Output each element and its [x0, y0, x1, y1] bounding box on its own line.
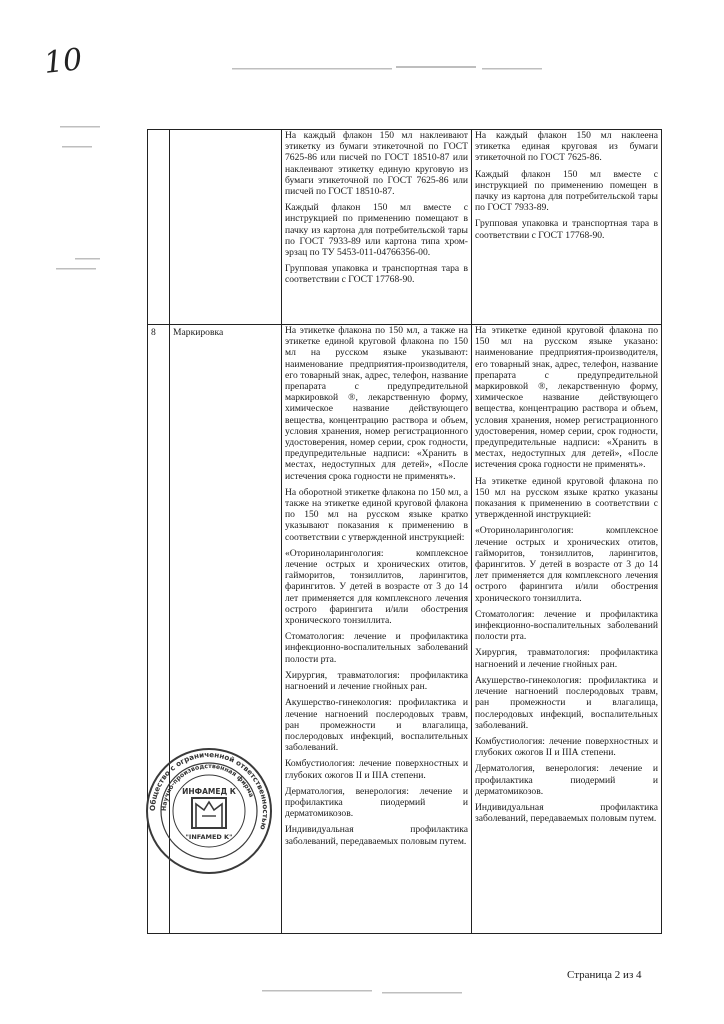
new-text-cell [472, 130, 662, 325]
paragraph: Комбустиология: лечение поверхностных и глубоких ожогов II и IIIА степени. [285, 758, 468, 781]
paragraph: На этикетке флакона по 150 мл, а также на этикетке единой круговой флакона по 150 мл на русском языке указывают: наименование предприятия-производителя, его товарный знак, адрес, телефон, название препарата с предупредительной маркировкой ®, лекарственную форму, химическое название действующего вещества, концентрацию раствора и объем, условия хранения, номер регистрационного удостоверения, номер серии, срок годности, предупредительные надписи: «Хранить в местах, недоступных для детей», «После истечения срока годности не применять». [285, 325, 468, 482]
page-footer: Страница 2 из 4 [567, 969, 642, 981]
paragraph: На этикетке единой круговой флакона по 150 мл на русском языке кратко указаны показания к применению в соответствии с утвержденной инструкцией: [475, 475, 658, 521]
paragraph: Дерматология, венерология: лечение и профилактика пиодермий и дерматомикозов. [475, 763, 658, 797]
paragraph: На каждый флакон 150 мл наклеена этикетка единая круговая из бумаги этикеточной по ГОСТ 7625-86. [475, 130, 658, 164]
paragraph: Комбустиология: лечение поверхностных и глубоких ожогов II и IIIА степени. [475, 735, 658, 759]
paragraph: Дерматология, венерология: лечение и профилактика пиодермий и дерматомикозов. [285, 785, 468, 820]
stamp-outer-text: Общество с ограниченной ответственностью [147, 749, 271, 831]
company-seal-stamp [144, 746, 274, 876]
paragraph: Индивидуальная профилактика заболеваний, передаваемых половым путем. [475, 801, 658, 825]
row-name: Маркировка [170, 325, 282, 934]
handwritten-page-number: 10 [42, 42, 84, 81]
paragraph: Хирургия, травматология: профилактика нагноений и лечение гнойных ран. [475, 647, 658, 670]
row-number: 8 [148, 325, 170, 934]
paragraph: Хирургия, травматология: профилактика нагноений и лечение гнойных ран. [285, 669, 468, 693]
old-text-cell [282, 130, 472, 325]
paragraph: Акушерство-гинекология: профилактика и лечение нагноений послеродовых травм, ран промежности и влагалища, послеродовых инфекций, воспалительных заболеваний. [285, 697, 468, 754]
table-row-packaging-continuation [148, 130, 662, 325]
paragraph: Индивидуальная профилактика заболеваний, передаваемых половым путем. [285, 824, 468, 847]
paragraph: Акушерство-гинекология: профилактика и лечение нагноений послеродовых травм, ран промежности и влагалища, послеродовых инфекций, воспалительных заболеваний. [475, 674, 658, 731]
paragraph: Групповая упаковка и транспортная тара в соответствии с ГОСТ 17768-90. [285, 263, 468, 286]
paragraph: Групповая упаковка и транспортная тара в соответствии с ГОСТ 17768-90. [475, 218, 658, 241]
paragraph: На каждый флакон 150 мл наклеивают этикетку из бумаги этикеточной по ГОСТ 7625-86 или писчей по ГОСТ 18510-87 или наклеивают этикетку единую круговую из бумаги этикеточной по ГОСТ 7625-86 или писчей по ГОСТ 18510-87. [285, 130, 468, 198]
paragraph: Стоматология: лечение и профилактика инфекционно-воспалительных заболеваний полости рта. [285, 631, 468, 665]
stamp-name-en: "INFAMED K" [185, 833, 233, 841]
paragraph: Стоматология: лечение и профилактика инфекционно-воспалительных заболеваний полости рта. [475, 608, 658, 643]
stamp-name-ru: ИНФАМЕД К [182, 787, 236, 796]
new-text-cell [472, 325, 662, 934]
paragraph: На этикетке единой круговой флакона по 150 мл на русском языке указано: наименование предприятия-производителя, его товарный знак, адрес, телефон, название препарата с предупредительной маркировкой ®, лекарственную форму, химическое название действующего вещества, концентрацию раствора и объем, условия хранения, номер регистрационного удостоверения, номер серии, срок годности, предупредительные надписи: «Хранить в местах, недоступных для детей», «После истечения срока годности не применять». [475, 325, 658, 471]
row-name [170, 130, 282, 325]
old-text-cell [282, 325, 472, 934]
paragraph: «Оториноларингология: комплексное лечение острых и хронических отитов, гайморитов, тонзиллитов, ларингитов, фарингитов. У детей в возрасте от 3 до 14 лет применяется для комплексного лечения острого фарингита и/или обострения хронического тонзиллита. [475, 525, 658, 604]
paragraph: На оборотной этикетке флакона по 150 мл, а также на этикетке единой круговой флакона по 150 мл на русском языке кратко указывают показания к применению в соответствии с утвержденной инструкцией: [285, 486, 468, 543]
stamp-inner-text: Научно-производственная фирма [160, 762, 255, 812]
paragraph: Каждый флакон 150 мл вместе с инструкцией по применению помещен в пачку из картона для потребительской тары по ГОСТ 7933-89. [475, 168, 658, 214]
paragraph: «Оториноларингология: комплексное лечение острых и хронических отитов, гайморитов, тонзиллитов, ларингитов, фарингитов. У детей в возрасте от 3 до 14 лет применяется для комплексного лечения острого фарингита и/или обострения хронического тонзиллита. [285, 547, 468, 627]
row-number [148, 130, 170, 325]
paragraph: Каждый флакон 150 мл вместе с инструкцией по применению помещают в пачку из картона для потребительской тары по ГОСТ 7933-89 или картона типа хром-эрзац по ТУ 5453-011-04766356-00. [285, 202, 468, 259]
